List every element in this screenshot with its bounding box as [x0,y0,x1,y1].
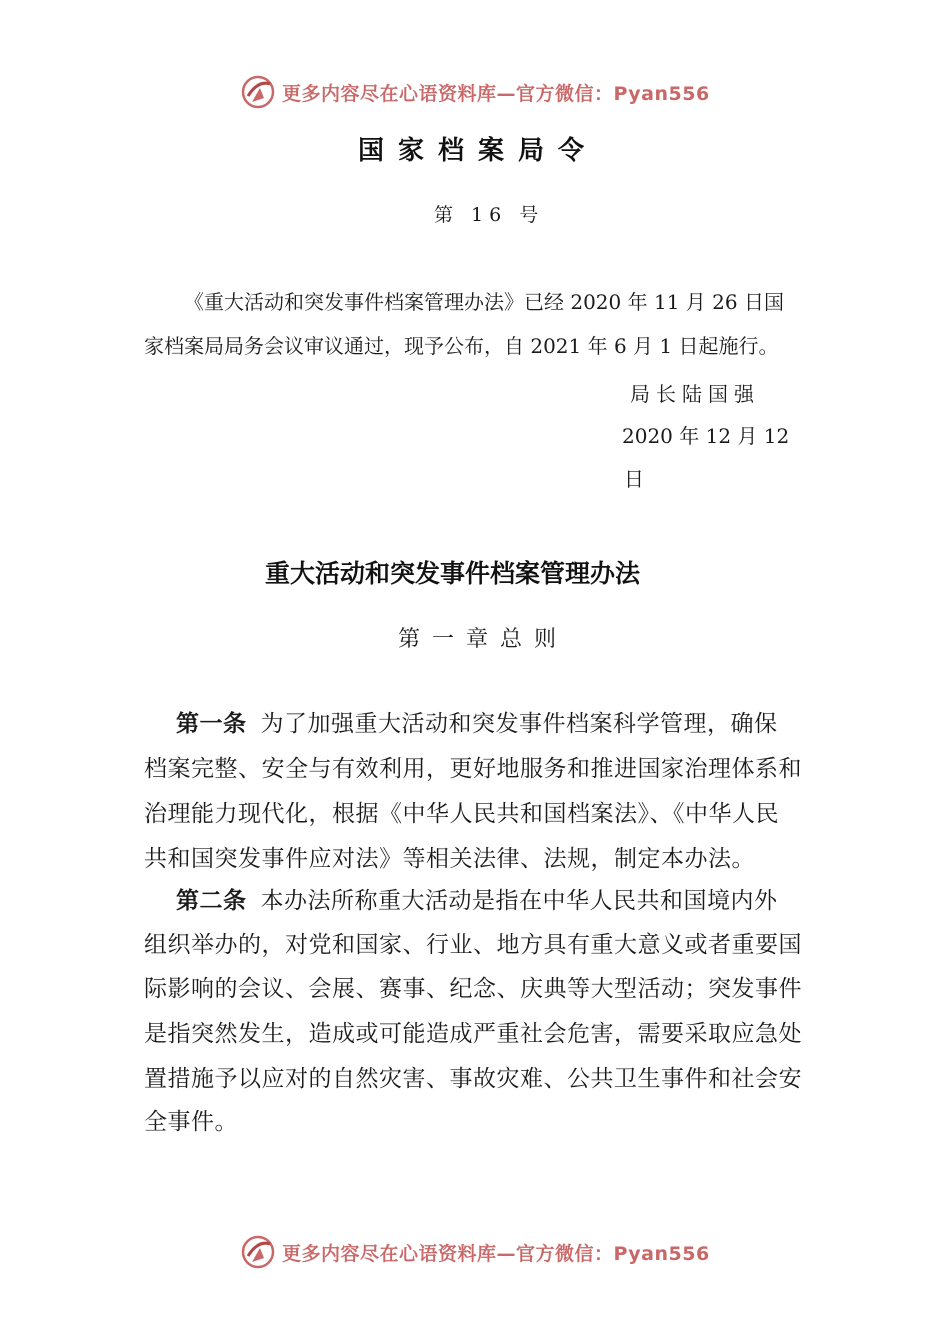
watermark-top [240,72,710,112]
article-heading: 第一条 [176,711,247,737]
article-line: 档案完整、安全与有效利用，更好地服务和推进国家治理体系和 [144,756,802,782]
watermark-logo-icon [240,1234,276,1270]
article-heading: 第二条 [176,888,247,914]
order-number: 第 16 号 [434,204,545,226]
article-line: 际影响的会议、会展、赛事、纪念、庆典等大型活动；突发事件 [144,976,802,1002]
article-line: 治理能力现代化，根据《中华人民共和国档案法》、《中华人民 [144,801,779,827]
chapter-heading: 第一章总则 [398,627,569,652]
article-line [176,710,778,738]
article-line: 组织举办的，对党和国家、行业、地方具有重大意义或者重要国 [144,932,802,958]
article-line: 共和国突发事件应对法》等相关法律、法规，制定本办法。 [144,846,755,872]
signature: 局长陆国强 [630,382,760,406]
page-title: 国家档案局令 [358,136,599,166]
watermark-bottom [240,1232,710,1272]
watermark-logo-icon [240,74,276,110]
article-line [176,887,778,915]
article-line: 全事件。 [144,1109,238,1135]
watermark-text: 更多内容尽在心语资料库—官方微信：Pyan556 [282,82,710,105]
document-title: 重大活动和突发事件档案管理办法 [265,559,641,588]
decree-line: 《重大活动和突发事件档案管理办法》已经 2020 年 11 月 26 日国 [184,290,784,314]
decree-line: 家档案局局务会议审议通过，现予公布，自 2021 年 6 月 1 日起施行。 [144,334,779,358]
signature-date-end: 日 [624,467,644,491]
article-text: 为了加强重大活动和突发事件档案科学管理，确保 [260,711,778,737]
article-line: 是指突然发生，造成或可能造成严重社会危害，需要采取应急处 [144,1021,802,1047]
watermark-text: 更多内容尽在心语资料库—官方微信：Pyan556 [282,1242,710,1265]
article-line: 置措施予以应对的自然灾害、事故灾难、公共卫生事件和社会安 [144,1066,802,1092]
signature-date: 2020 年 12 月 12 [622,424,790,448]
article-text: 本办法所称重大活动是指在中华人民共和国境内外 [260,888,778,914]
